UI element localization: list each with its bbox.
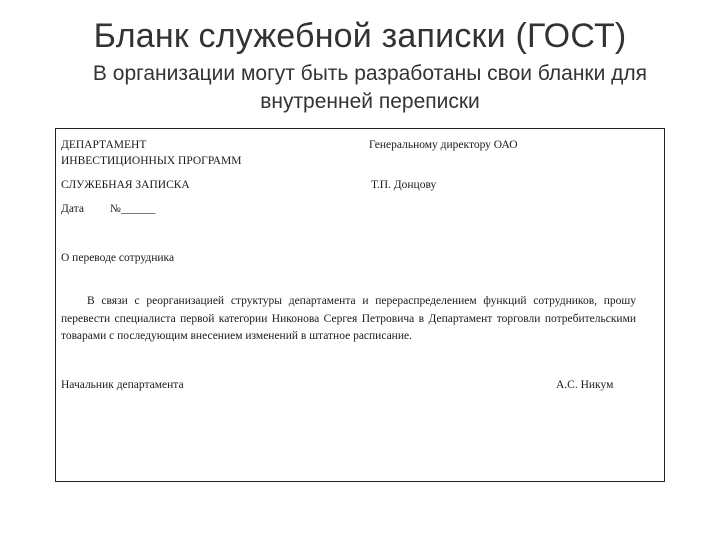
signer-name: А.С. Никум <box>556 379 614 391</box>
signer-title: Начальник департамента <box>61 379 184 391</box>
department-line-1: ДЕПАРТАМЕНТ <box>61 139 147 151</box>
department-line-2: ИНВЕСТИЦИОННЫХ ПРОГРАММ <box>61 155 242 167</box>
date-label: Дата <box>61 203 84 215</box>
recipient-name: Т.П. Донцову <box>371 179 437 191</box>
department-name <box>61 137 242 169</box>
memo-body: В связи с реорганизацией структуры департамента и перераспределением функций сотрудников, прошу перевести специалиста первой категории Никонова Сергея Петровича в Департамент торговли потребительскими товарами с последующим внесением изменений в штатное расписание. <box>61 295 636 342</box>
slide-title: Бланк служебной записки (ГОСТ) <box>93 17 627 55</box>
date-number-line <box>61 201 155 217</box>
number-field: №______ <box>109 203 156 215</box>
memo-form <box>55 128 665 482</box>
slide-subtitle: В организации могут быть разработаны свои бланки для внутренней переписки <box>92 62 648 113</box>
addressee-position: Генеральному директору ОАО <box>369 139 518 151</box>
document-type: СЛУЖЕБНАЯ ЗАПИСКА <box>61 179 190 191</box>
memo-subject: О переводе сотрудника <box>61 252 175 264</box>
